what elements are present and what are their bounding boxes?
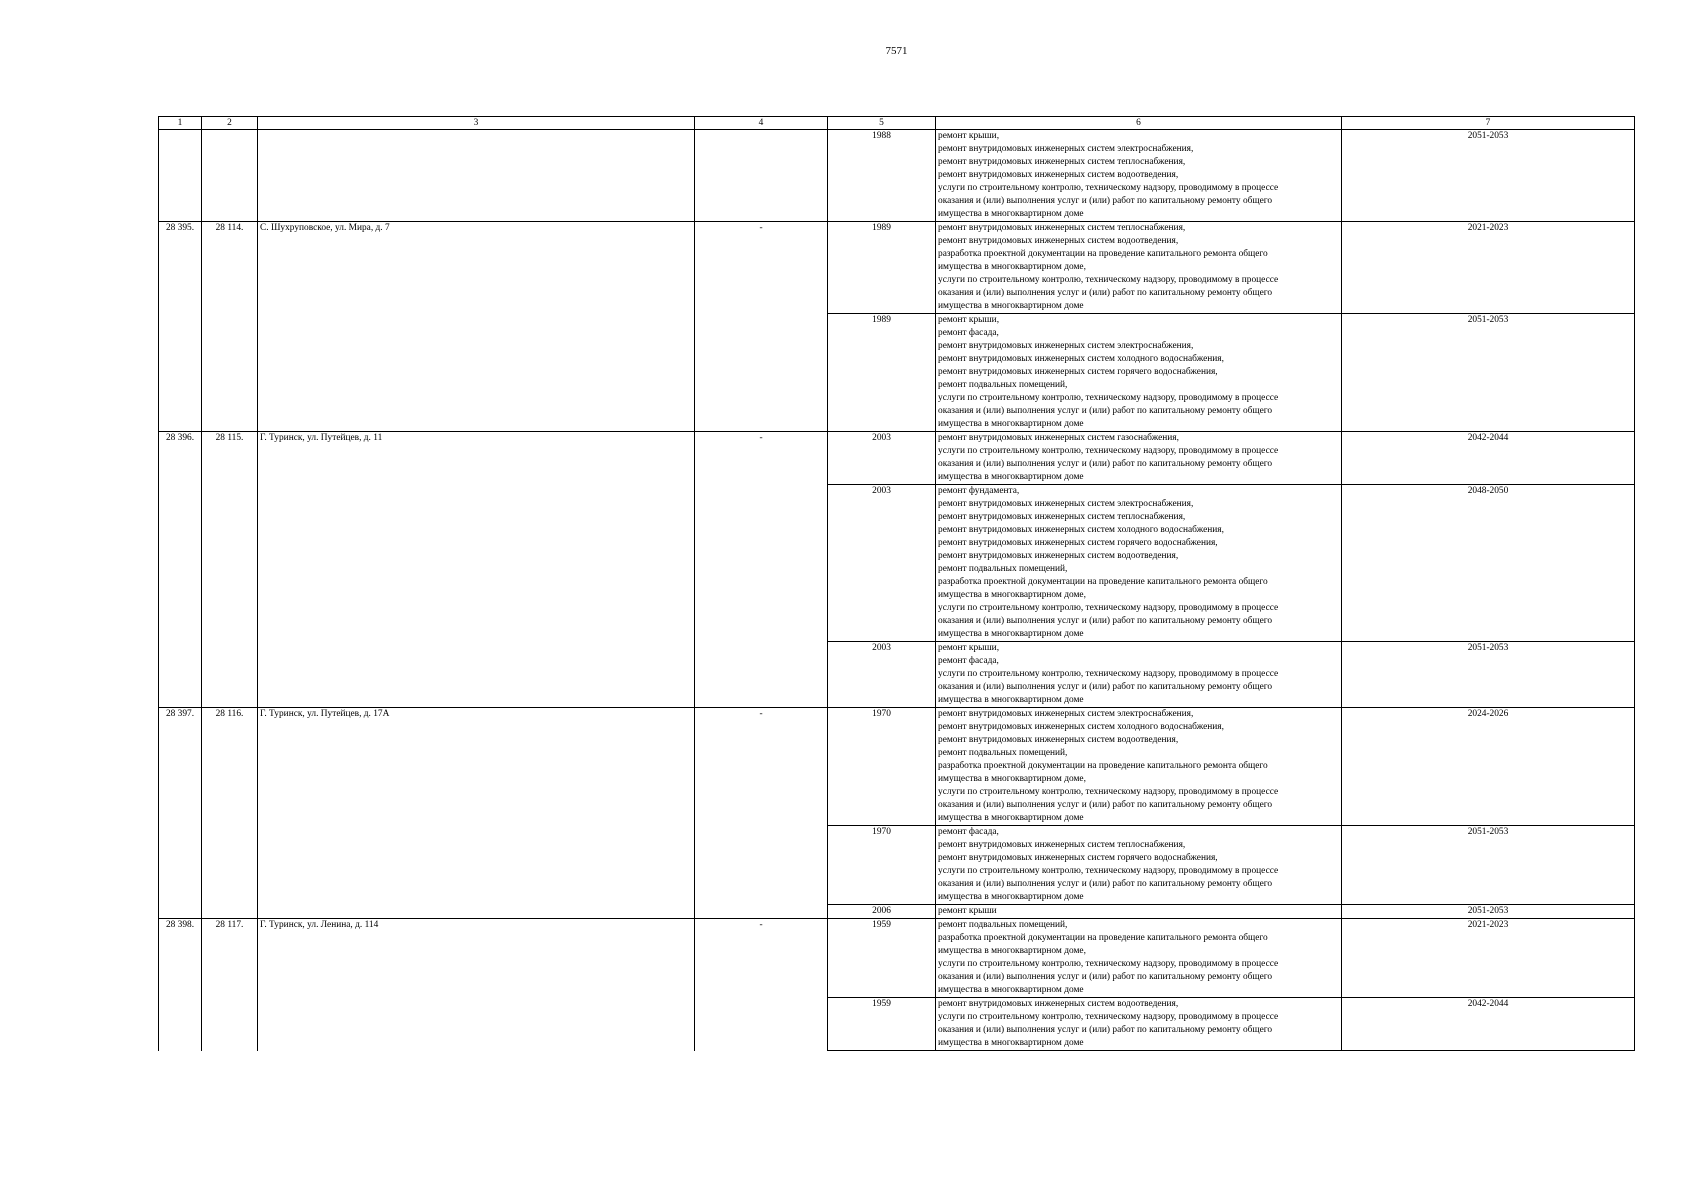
work-item: ремонт внутридомовых инженерных систем газоснабжения, (938, 433, 1179, 443)
work-item: ремонт внутридомовых инженерных систем водоотведения, (938, 551, 1179, 561)
repair-period: 2021-2023 (1342, 919, 1635, 998)
work-item: ремонт внутридомовых инженерных систем водоотведения, (938, 999, 1179, 1009)
construction-year: 1989 (828, 222, 936, 314)
column-header-6: 6 (936, 117, 1342, 130)
record-number: 28 395. (159, 222, 202, 432)
repair-period: 2024-2026 (1342, 708, 1635, 826)
address: Г. Туринск, ул. Путейцев, д. 17А (258, 708, 695, 919)
repair-period: 2051-2053 (1342, 642, 1635, 708)
repair-works (936, 708, 1342, 826)
column-4-value: - (695, 708, 828, 919)
work-item: ремонт внутридомовых инженерных систем теплоснабжения, (938, 840, 1186, 850)
construction-year: 1959 (828, 998, 936, 1051)
work-item: разработка проектной документации на проведение капитального ремонта общего (938, 761, 1268, 771)
repair-period: 2048-2050 (1342, 485, 1635, 642)
work-item: оказания и (или) выполнения услуг и (или) работ по капитальному ремонту общего (938, 616, 1273, 626)
work-item: услуги по строительному контролю, техническому надзору, проводимому в процессе (938, 787, 1279, 797)
work-item: ремонт внутридомовых инженерных систем теплоснабжения, (938, 512, 1186, 522)
work-item: оказания и (или) выполнения услуг и (или) работ по капитальному ремонту общего (938, 459, 1273, 469)
work-item: услуги по строительному контролю, техническому надзору, проводимому в процессе (938, 275, 1279, 285)
repair-works (936, 130, 1342, 222)
column-number-row (159, 117, 1635, 130)
work-item: оказания и (или) выполнения услуг и (или) работ по капитальному ремонту общего (938, 972, 1273, 982)
work-item: оказания и (или) выполнения услуг и (или) работ по капитальному ремонту общего (938, 288, 1273, 298)
sub-number: 28 117. (202, 919, 258, 1051)
column-header-7: 7 (1342, 117, 1635, 130)
repair-period: 2051-2053 (1342, 826, 1635, 905)
column-header-1: 1 (159, 117, 202, 130)
work-item: оказания и (или) выполнения услуг и (или) работ по капитальному ремонту общего (938, 196, 1273, 206)
address: Г. Туринск, ул. Путейцев, д. 11 (258, 432, 695, 708)
repair-works (936, 826, 1342, 905)
work-item: ремонт внутридомовых инженерных систем холодного водоснабжения, (938, 525, 1224, 535)
work-item: имущества в многоквартирном доме, (938, 774, 1086, 784)
work-item: ремонт внутридомовых инженерных систем холодного водоснабжения, (938, 354, 1224, 364)
table-row (159, 919, 1635, 998)
construction-year: 1970 (828, 826, 936, 905)
column-header-4: 4 (695, 117, 828, 130)
sub-number: 28 115. (202, 432, 258, 708)
work-item: имущества в многоквартирном доме (938, 1038, 1084, 1048)
work-item: ремонт подвальных помещений, (938, 920, 1068, 930)
work-item: имущества в многоквартирном доме (938, 695, 1084, 705)
work-item: ремонт внутридомовых инженерных систем электроснабжения, (938, 709, 1194, 719)
work-item: имущества в многоквартирном доме (938, 419, 1084, 429)
repair-works (936, 919, 1342, 998)
repair-works (936, 905, 1342, 919)
work-item: ремонт фасада, (938, 656, 999, 666)
sub-number (202, 130, 258, 222)
column-header-3: 3 (258, 117, 695, 130)
work-item: оказания и (или) выполнения услуг и (или) работ по капитальному ремонту общего (938, 800, 1273, 810)
work-item: имущества в многоквартирном доме (938, 209, 1084, 219)
work-item: услуги по строительному контролю, техническому надзору, проводимому в процессе (938, 959, 1279, 969)
address (258, 130, 695, 222)
work-item: услуги по строительному контролю, техническому надзору, проводимому в процессе (938, 1012, 1279, 1022)
work-item: ремонт внутридомовых инженерных систем холодного водоснабжения, (938, 722, 1224, 732)
work-item: оказания и (или) выполнения услуг и (или) работ по капитальному ремонту общего (938, 879, 1273, 889)
address: Г. Туринск, ул. Ленина, д. 114 (258, 919, 695, 1051)
table-row (159, 130, 1635, 222)
work-item: имущества в многоквартирном доме (938, 813, 1084, 823)
work-item: услуги по строительному контролю, техническому надзору, проводимому в процессе (938, 393, 1279, 403)
repair-schedule-table (158, 116, 1635, 1051)
work-item: ремонт фундамента, (938, 486, 1020, 496)
repair-works (936, 642, 1342, 708)
construction-year: 2003 (828, 485, 936, 642)
work-item: ремонт внутридомовых инженерных систем теплоснабжения, (938, 223, 1186, 233)
work-item: ремонт внутридомовых инженерных систем горячего водоснабжения, (938, 538, 1218, 548)
construction-year: 1970 (828, 708, 936, 826)
work-item: ремонт внутридомовых инженерных систем горячего водоснабжения, (938, 367, 1218, 377)
work-item: ремонт фасада, (938, 328, 999, 338)
sub-number: 28 114. (202, 222, 258, 432)
column-header-2: 2 (202, 117, 258, 130)
work-item: имущества в многоквартирном доме (938, 985, 1084, 995)
repair-period: 2021-2023 (1342, 222, 1635, 314)
work-item: услуги по строительному контролю, техническому надзору, проводимому в процессе (938, 603, 1279, 613)
table-row (159, 432, 1635, 485)
work-item: разработка проектной документации на проведение капитального ремонта общего (938, 249, 1268, 259)
repair-works (936, 314, 1342, 432)
work-item: разработка проектной документации на проведение капитального ремонта общего (938, 577, 1268, 587)
work-item: услуги по строительному контролю, техническому надзору, проводимому в процессе (938, 669, 1279, 679)
table-row (159, 708, 1635, 826)
work-item: имущества в многоквартирном доме, (938, 590, 1086, 600)
repair-works (936, 222, 1342, 314)
work-item: ремонт крыши, (938, 131, 1000, 141)
column-4-value: - (695, 222, 828, 432)
work-item: услуги по строительному контролю, техническому надзору, проводимому в процессе (938, 446, 1279, 456)
work-item: имущества в многоквартирном доме (938, 892, 1084, 902)
table-body (159, 130, 1635, 1051)
repair-period: 2051-2053 (1342, 314, 1635, 432)
construction-year: 1989 (828, 314, 936, 432)
work-item: имущества в многоквартирном доме, (938, 946, 1086, 956)
record-number: 28 397. (159, 708, 202, 919)
record-number (159, 130, 202, 222)
record-number: 28 398. (159, 919, 202, 1051)
construction-year: 2003 (828, 642, 936, 708)
work-item: имущества в многоквартирном доме (938, 629, 1084, 639)
work-item: ремонт крыши, (938, 643, 1000, 653)
work-item: ремонт внутридомовых инженерных систем водоотведения, (938, 735, 1179, 745)
column-header-5: 5 (828, 117, 936, 130)
work-item: ремонт крыши, (938, 315, 1000, 325)
repair-period: 2042-2044 (1342, 998, 1635, 1051)
work-item: ремонт внутридомовых инженерных систем электроснабжения, (938, 144, 1194, 154)
work-item: ремонт внутридомовых инженерных систем горячего водоснабжения, (938, 853, 1218, 863)
work-item: имущества в многоквартирном доме, (938, 262, 1086, 272)
page-number: 7571 (885, 45, 908, 57)
work-item: ремонт внутридомовых инженерных систем водоотведения, (938, 170, 1179, 180)
repair-works (936, 432, 1342, 485)
repair-period: 2042-2044 (1342, 432, 1635, 485)
work-item: услуги по строительному контролю, техническому надзору, проводимому в процессе (938, 183, 1279, 193)
repair-works (936, 998, 1342, 1051)
construction-year: 2003 (828, 432, 936, 485)
repair-period: 2051-2053 (1342, 130, 1635, 222)
work-item: услуги по строительному контролю, техническому надзору, проводимому в процессе (938, 866, 1279, 876)
work-item: ремонт фасада, (938, 827, 999, 837)
construction-year: 2006 (828, 905, 936, 919)
column-4-value: - (695, 432, 828, 708)
work-item: ремонт крыши (938, 906, 997, 916)
work-item: ремонт подвальных помещений, (938, 380, 1068, 390)
work-item: имущества в многоквартирном доме (938, 301, 1084, 311)
table-row (159, 222, 1635, 314)
work-item: имущества в многоквартирном доме (938, 472, 1084, 482)
work-item: ремонт подвальных помещений, (938, 564, 1068, 574)
address: С. Шухруповское, ул. Мира, д. 7 (258, 222, 695, 432)
column-4-value: - (695, 919, 828, 1051)
record-number: 28 396. (159, 432, 202, 708)
work-item: ремонт внутридомовых инженерных систем водоотведения, (938, 236, 1179, 246)
work-item: оказания и (или) выполнения услуг и (или) работ по капитальному ремонту общего (938, 682, 1273, 692)
construction-year: 1959 (828, 919, 936, 998)
repair-period: 2051-2053 (1342, 905, 1635, 919)
construction-year: 1988 (828, 130, 936, 222)
sub-number: 28 116. (202, 708, 258, 919)
repair-works (936, 485, 1342, 642)
work-item: оказания и (или) выполнения услуг и (или) работ по капитальному ремонту общего (938, 406, 1273, 416)
work-item: разработка проектной документации на проведение капитального ремонта общего (938, 933, 1268, 943)
work-item: ремонт подвальных помещений, (938, 748, 1068, 758)
work-item: оказания и (или) выполнения услуг и (или) работ по капитальному ремонту общего (938, 1025, 1273, 1035)
column-4-value (695, 130, 828, 222)
work-item: ремонт внутридомовых инженерных систем электроснабжения, (938, 499, 1194, 509)
work-item: ремонт внутридомовых инженерных систем электроснабжения, (938, 341, 1194, 351)
work-item: ремонт внутридомовых инженерных систем теплоснабжения, (938, 157, 1186, 167)
